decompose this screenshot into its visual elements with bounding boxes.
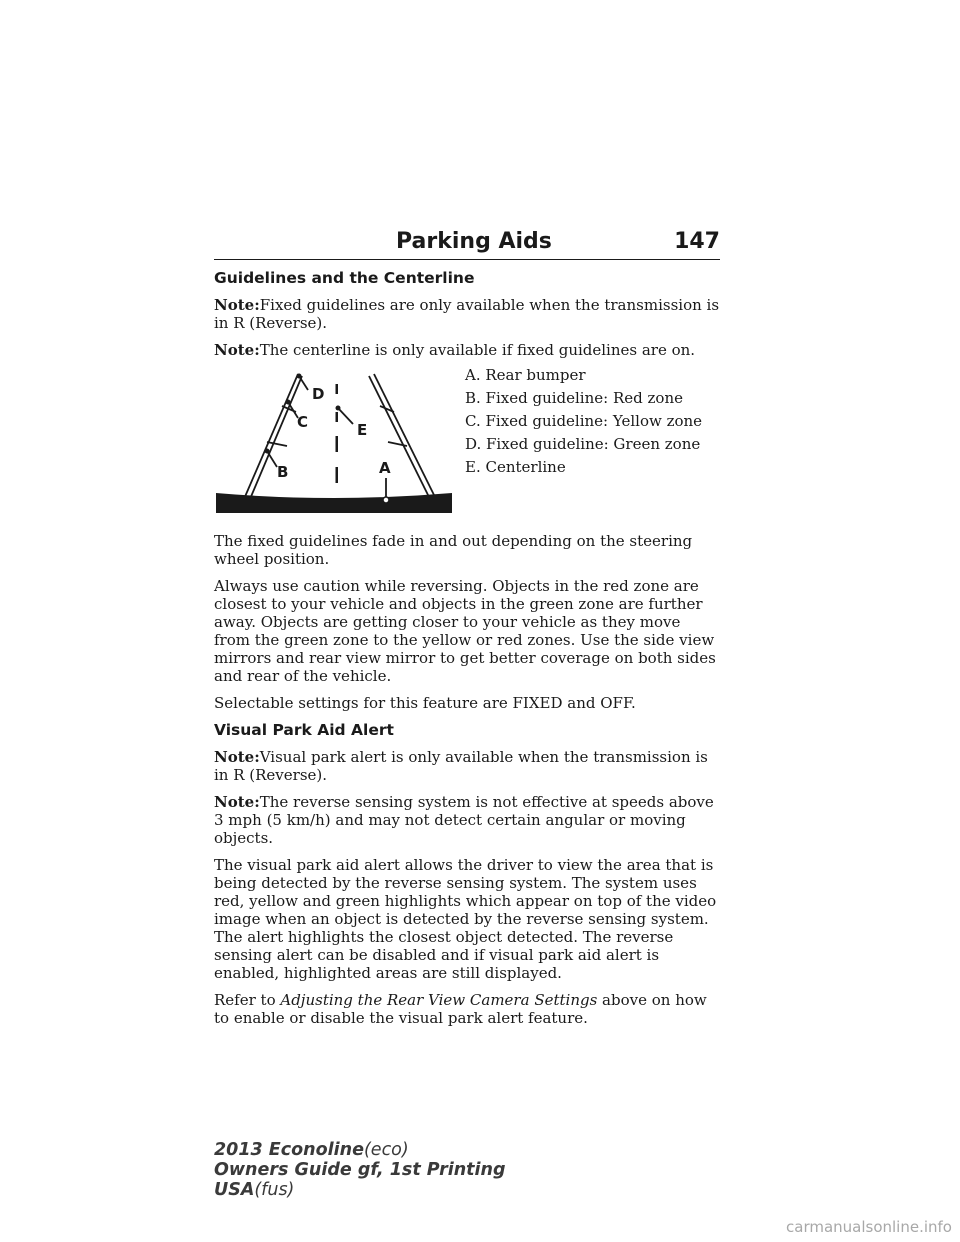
refer-suffix: above on how to enable or disable the visual park alert feature. xyxy=(214,991,707,1027)
centerline-segment-1 xyxy=(336,384,339,394)
label-d: D xyxy=(312,385,325,403)
note-label: Note: xyxy=(214,296,260,314)
section-heading-visual-park-aid: Visual Park Aid Alert xyxy=(214,721,394,739)
label-e: E xyxy=(357,421,368,439)
note-label: Note: xyxy=(214,793,260,811)
note-reverse-sensing xyxy=(214,793,720,847)
footer-market: USA xyxy=(214,1180,255,1200)
cross-reference-link[interactable]: Adjusting the Rear View Camera Settings xyxy=(280,991,598,1009)
label-e-leader xyxy=(338,408,353,424)
watermark: carmanualsonline.info xyxy=(786,1218,952,1236)
paragraph-refer xyxy=(214,991,720,1027)
rear-camera-guidelines-diagram xyxy=(214,366,454,516)
legend-item: D. Fixed guideline: Green zone xyxy=(465,435,701,453)
note-guidelines-reverse xyxy=(214,296,720,332)
note-label: Note: xyxy=(214,341,260,359)
paragraph-settings: Selectable settings for this feature are FIXED and OFF. xyxy=(214,694,636,712)
label-d-dot xyxy=(297,374,302,379)
note-label: Note: xyxy=(214,748,260,766)
footer-model-code: (eco) xyxy=(363,1140,409,1160)
label-b-leader xyxy=(267,451,277,467)
label-a: A xyxy=(379,459,391,477)
page-header xyxy=(214,225,720,260)
document-footer xyxy=(214,1140,506,1200)
note-centerline xyxy=(214,341,720,359)
footer-line-market xyxy=(214,1180,506,1200)
left-tick-yellow xyxy=(267,442,287,446)
footer-model: 2013 Econoline xyxy=(214,1140,364,1160)
guidelines-figure-row xyxy=(214,366,720,524)
legend-item: C. Fixed guideline: Yellow zone xyxy=(465,412,703,430)
centerline-segment-3 xyxy=(336,436,339,452)
figure-legend xyxy=(465,366,702,481)
page-number: 147 xyxy=(674,229,720,254)
centerline-segment-2 xyxy=(336,412,339,422)
section-heading-guidelines: Guidelines and the Centerline xyxy=(214,269,475,287)
footer-guide: Owners Guide gf, 1st Printing xyxy=(214,1160,506,1180)
page-content xyxy=(214,269,720,1036)
footer-line-model xyxy=(214,1140,506,1160)
note-visual-park-reverse xyxy=(214,748,720,784)
legend-item: E. Centerline xyxy=(465,458,566,476)
footer-market-code: (fus) xyxy=(254,1180,295,1200)
paragraph-visual-alert: The visual park aid alert allows the driver to view the area that is being detected by the reverse sensing system. The system uses red, yellow and green highlights which appear on top of the video image when an object is detected by the reverse sensing system. The alert highlights the closest object detected. The reverse sensing alert can be disabled and if visual park aid alert is enabled, highlighted areas are still displayed. xyxy=(214,856,717,982)
left-guideline-inner xyxy=(250,376,302,499)
paragraph-caution: Always use caution while reversing. Objects in the red zone are closest to your vehicle and objects in the green zone are further away. Objects are getting closer to your vehicle as they move from the green zone to the yellow or red zones. Use the side view mirrors and rear view mirror to get better coverage on both sides and rear of the vehicle. xyxy=(214,577,716,685)
label-a-dot xyxy=(383,497,389,503)
note-text: The reverse sensing system is not effective at speeds above 3 mph (5 km/h) and may not detect certain angular or moving objects. xyxy=(214,793,714,847)
legend-item: B. Fixed guideline: Red zone xyxy=(465,389,683,407)
right-guideline-inner xyxy=(369,376,430,499)
label-e-dot xyxy=(336,406,341,411)
label-b-dot xyxy=(265,449,270,454)
paragraph-fade: The fixed guidelines fade in and out depending on the steering wheel position. xyxy=(214,532,693,568)
note-text: The centerline is only available if fixed guidelines are on. xyxy=(259,341,696,359)
right-guideline-outer xyxy=(374,374,436,499)
right-tick-yellow xyxy=(388,442,407,446)
rear-bumper xyxy=(216,493,452,513)
refer-prefix: Refer to xyxy=(214,991,281,1009)
label-c: C xyxy=(297,413,309,431)
left-guideline-outer xyxy=(244,374,298,499)
note-text: Fixed guidelines are only available when the transmission is in R (Reverse). xyxy=(214,296,720,332)
centerline-segment-4 xyxy=(336,467,339,483)
label-b: B xyxy=(277,463,289,481)
note-text: Visual park alert is only available when the transmission is in R (Reverse). xyxy=(214,748,708,784)
label-c-dot xyxy=(286,400,291,405)
legend-item: A. Rear bumper xyxy=(465,366,586,384)
chapter-title: Parking Aids xyxy=(396,229,552,254)
